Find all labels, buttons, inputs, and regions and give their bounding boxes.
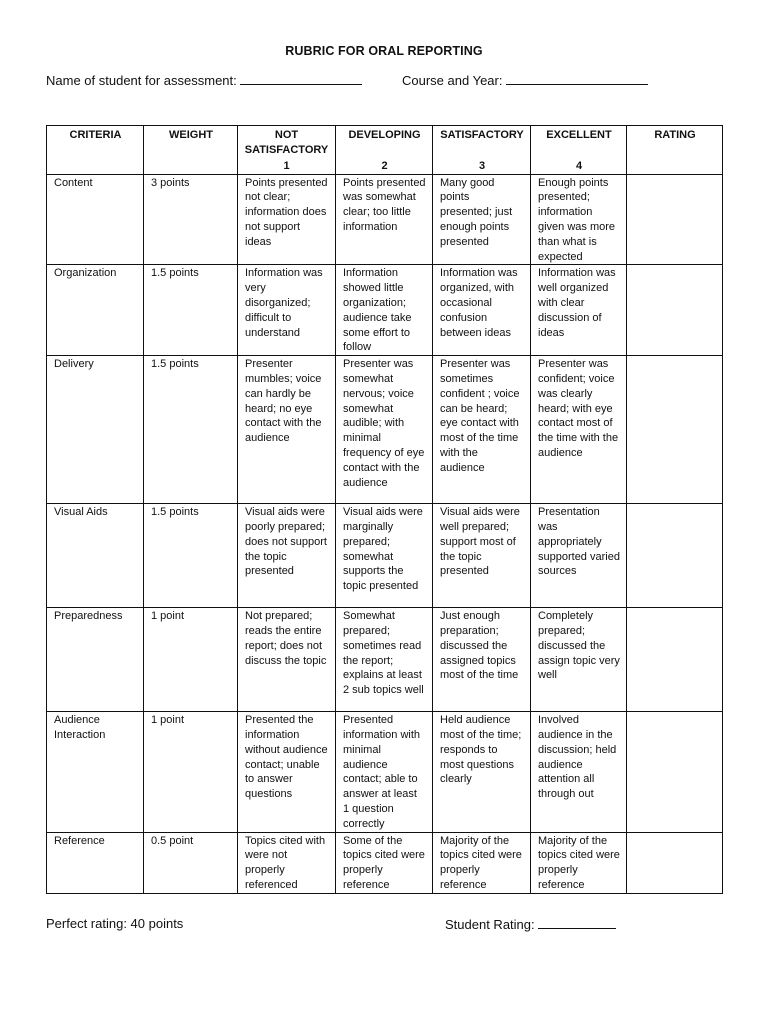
not-satisfactory-cell: Presenter mumbles; voice can hardly be heard; no eye contact with the audience (238, 356, 336, 504)
rating-cell[interactable] (627, 356, 723, 504)
student-name-blank[interactable] (240, 72, 362, 85)
not-satisfactory-cell: Points presented not clear; information does not support ideas (238, 174, 336, 265)
satisfactory-cell: Many good points presented; just enough points presented (433, 174, 531, 265)
criteria-cell: Organization (47, 265, 144, 356)
rating-cell[interactable] (627, 504, 723, 608)
weight-cell: 1.5 points (144, 504, 238, 608)
developing-cell: Presenter was somewhat nervous; voice somewhat audible; with minimal frequency of eye contact with the audience (336, 356, 433, 504)
table-row (47, 356, 723, 504)
developing-cell: Information showed little organization; audience take some effort to follow (336, 265, 433, 356)
not-satisfactory-cell: Presented the information without audience contact; unable to answer questions (238, 712, 336, 832)
criteria-cell: Delivery (47, 356, 144, 504)
criteria-cell: Reference (47, 832, 144, 893)
page-title: RUBRIC FOR ORAL REPORTING (285, 44, 483, 58)
excellent-cell: Involved audience in the discussion; held audience attention all through out (531, 712, 627, 832)
perfect-rating: Perfect rating: 40 points (46, 916, 184, 931)
header-criteria: CRITERIA (47, 126, 144, 175)
rating-cell[interactable] (627, 832, 723, 893)
rating-cell[interactable] (627, 265, 723, 356)
student-name-field (46, 72, 362, 88)
developing-cell: Presented information with minimal audience contact; able to answer at least 1 question correctly (336, 712, 433, 832)
student-rating-field (445, 916, 616, 932)
criteria-cell: Preparedness (47, 608, 144, 712)
developing-cell: Some of the topics cited were properly reference (336, 832, 433, 893)
developing-cell: Points presented was somewhat clear; too little information (336, 174, 433, 265)
course-year-label: Course and Year: (402, 73, 503, 88)
header-not-satisfactory: NOT SATISFACTORY 1 (238, 126, 336, 175)
not-satisfactory-cell: Topics cited with were not properly referenced (238, 832, 336, 893)
header-satisfactory: SATISFACTORY 3 (433, 126, 531, 175)
table-row (47, 608, 723, 712)
table-row (47, 265, 723, 356)
weight-cell: 3 points (144, 174, 238, 265)
weight-cell: 1 point (144, 712, 238, 832)
excellent-cell: Enough points presented; information given was more than what is expected (531, 174, 627, 265)
not-satisfactory-cell: Visual aids were poorly prepared; does not support the topic presented (238, 504, 336, 608)
not-satisfactory-cell: Not prepared; reads the entire report; does not discuss the topic (238, 608, 336, 712)
excellent-cell: Information was well organized with clear discussion of ideas (531, 265, 627, 356)
header-excellent: EXCELLENT 4 (531, 126, 627, 175)
weight-cell: 0.5 point (144, 832, 238, 893)
student-name-label: Name of student for assessment: (46, 73, 237, 88)
not-satisfactory-cell: Information was very disorganized; difficult to understand (238, 265, 336, 356)
table-row (47, 504, 723, 608)
satisfactory-cell: Majority of the topics cited were properly reference (433, 832, 531, 893)
student-rating-label: Student Rating: (445, 917, 535, 932)
criteria-cell: Content (47, 174, 144, 265)
course-year-field (402, 72, 648, 88)
satisfactory-cell: Just enough preparation; discussed the assigned topics most of the time (433, 608, 531, 712)
excellent-cell: Majority of the topics cited were properly reference (531, 832, 627, 893)
header-developing: DEVELOPING 2 (336, 126, 433, 175)
excellent-cell: Presenter was confident; voice was clearly heard; with eye contact most of the time with the audience (531, 356, 627, 504)
rubric-table (46, 125, 723, 894)
rating-cell[interactable] (627, 174, 723, 265)
excellent-cell: Presentation was appropriately supported varied sources (531, 504, 627, 608)
course-year-blank[interactable] (506, 72, 648, 85)
header-rating: RATING (627, 126, 723, 175)
developing-cell: Somewhat prepared; sometimes read the report; explains at least 2 sub topics well (336, 608, 433, 712)
satisfactory-cell: Presenter was sometimes confident ; voice can be heard; eye contact with most of the time with the audience (433, 356, 531, 504)
developing-cell: Visual aids were marginally prepared; somewhat supports the topic presented (336, 504, 433, 608)
weight-cell: 1.5 points (144, 265, 238, 356)
table-header-row (47, 126, 723, 175)
weight-cell: 1 point (144, 608, 238, 712)
satisfactory-cell: Visual aids were well prepared; support most of the topic presented (433, 504, 531, 608)
satisfactory-cell: Held audience most of the time; responds to most questions clearly (433, 712, 531, 832)
excellent-cell: Completely prepared; discussed the assign topic very well (531, 608, 627, 712)
criteria-cell: Visual Aids (47, 504, 144, 608)
rating-cell[interactable] (627, 608, 723, 712)
satisfactory-cell: Information was organized, with occasional confusion between ideas (433, 265, 531, 356)
table-row (47, 832, 723, 893)
table-row (47, 174, 723, 265)
weight-cell: 1.5 points (144, 356, 238, 504)
criteria-cell: Audience Interaction (47, 712, 144, 832)
rating-cell[interactable] (627, 712, 723, 832)
header-weight: WEIGHT (144, 126, 238, 175)
student-rating-blank[interactable] (538, 916, 616, 929)
table-row (47, 712, 723, 832)
